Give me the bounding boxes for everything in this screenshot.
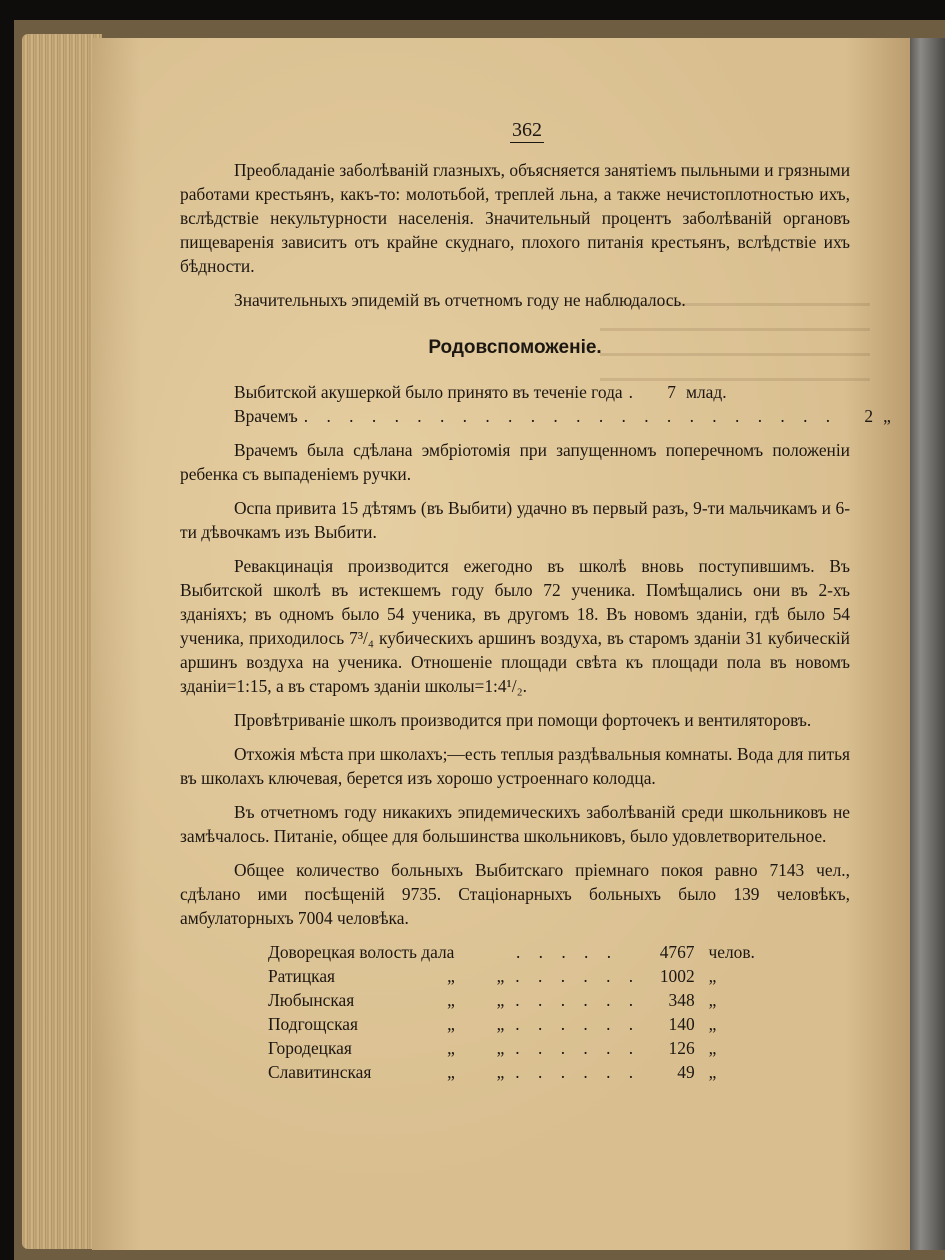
table-row bbox=[268, 940, 768, 964]
ditto-mark: „ bbox=[496, 1062, 505, 1082]
ditto-mark: „ bbox=[447, 1062, 455, 1082]
volost-name: Ратицкая bbox=[268, 966, 336, 986]
paragraph: Преобладаніе заболѣваній глазныхъ, объясняется занятіемъ пыльными и грязными работами крестьянъ, какъ-то: молотьбой, треплей льна, а также нечистоплотностью ихъ, вслѣдствіе некультурности населенія. Значительный процентъ заболѣваній органовъ пищеваренія зависитъ отъ крайне скуднаго, плохого питанія крестьянъ, вслѣдствіе ихъ бѣдности. bbox=[180, 160, 850, 276]
volost-name: Любынская bbox=[268, 990, 355, 1010]
births-row bbox=[234, 404, 891, 428]
volost-unit: „ bbox=[708, 1038, 717, 1058]
leader-dots: . . . . . . bbox=[515, 1062, 641, 1082]
volost-name: Славитинская bbox=[268, 1062, 372, 1082]
leader-dots: . . . . . . bbox=[515, 990, 641, 1010]
ditto-mark: „ bbox=[447, 1014, 455, 1034]
paragraph: Оспа привита 15 дѣтямъ (въ Выбити) удачно въ первый разъ, 9-ти мальчикамъ и 6-ти дѣвочкамъ изъ Выбити. bbox=[180, 498, 850, 542]
leader-dots: . bbox=[628, 382, 640, 402]
ditto-mark: „ bbox=[496, 966, 505, 986]
volost-unit: „ bbox=[708, 1062, 717, 1082]
volost-table bbox=[180, 940, 768, 1084]
ditto-mark: „ bbox=[447, 990, 455, 1010]
paragraph: Общее количество больныхъ Выбитскаго пріемнаго покоя равно 7143 чел., сдѣлано ими посѣщеній 9735. Стаціонарныхъ больныхъ было 139 человѣкъ, амбулаторныхъ 7004 человѣка. bbox=[180, 860, 850, 928]
table-row bbox=[268, 964, 768, 988]
volost-value: 348 bbox=[668, 990, 695, 1010]
births-label: Врачемъ bbox=[234, 406, 298, 426]
page-number: 362 bbox=[512, 119, 542, 141]
volost-unit: „ bbox=[708, 966, 717, 986]
paragraph: Провѣтриваніе школъ производится при помощи форточекъ и вентиляторовъ. bbox=[234, 710, 812, 730]
paragraph: Въ отчетномъ году никакихъ эпидемическихъ заболѣваній среди школьниковъ не замѣчалось. Питаніе, общее для большинства школьниковъ, было удовлетворительное. bbox=[180, 802, 850, 846]
ditto-mark: „ bbox=[496, 990, 505, 1010]
births-value: 7 bbox=[667, 382, 676, 402]
volost-name: Городецкая bbox=[268, 1038, 352, 1058]
volost-name: Подгощская bbox=[268, 1014, 359, 1034]
table-row bbox=[268, 1012, 768, 1036]
table-row bbox=[268, 1036, 768, 1060]
ditto-mark: „ bbox=[496, 1014, 505, 1034]
ditto-mark: „ bbox=[496, 1038, 505, 1058]
book-spine-edge bbox=[910, 38, 945, 1250]
volost-value: 4767 bbox=[659, 942, 695, 962]
births-label: Выбитской акушеркой было принято въ теченіе года bbox=[234, 382, 623, 402]
table-row bbox=[268, 1060, 768, 1084]
volost-value: 126 bbox=[668, 1038, 695, 1058]
paragraph: Отхожія мѣста при школахъ;—есть теплыя раздѣвальныя комнаты. Вода для питья въ школахъ ключевая, берется изъ хорошо устроеннаго колодца. bbox=[180, 744, 850, 788]
leader-dots: . . . . . . bbox=[515, 1014, 641, 1034]
volost-unit: „ bbox=[708, 990, 717, 1010]
leader-dots: . . . . . . bbox=[515, 966, 641, 986]
page-edges bbox=[22, 34, 102, 1249]
volost-unit: челов. bbox=[708, 942, 755, 962]
births-row bbox=[234, 380, 850, 404]
page-text bbox=[180, 158, 891, 1084]
paragraph: Ревакцинація производится ежегодно въ школѣ вновь поступившимъ. Въ Выбитской школѣ въ истекшемъ году было 72 ученика. Помѣщались они въ 2-хъ зданіяхъ; въ одномъ было 54 ученика, въ другомъ 18. Въ новомъ зданіи, гдѣ было 54 ученика, приходилось 7³/₄ кубическихъ аршинъ воздуха, въ старомъ зданіи 31 кубическій аршинъ воздуха на ученика. Отношеніе площади свѣта къ площади пола въ новомъ зданіи=1:15, а въ старомъ зданіи школы=1:4¹/₂. bbox=[180, 556, 850, 696]
paragraph: Врачемъ была сдѣлана эмбріотомія при запущенномъ поперечномъ положеніи ребенка съ выпаденіемъ ручки. bbox=[180, 440, 850, 484]
leader-dots: . . . . . bbox=[515, 942, 619, 962]
births-unit: „ bbox=[883, 406, 891, 426]
births-value: 2 bbox=[864, 406, 874, 426]
volost-value: 49 bbox=[677, 1062, 695, 1082]
ditto-mark: „ bbox=[447, 966, 455, 986]
leader-dots: . . . . . . . . . . . . . . . . . . . . . . . . bbox=[303, 406, 838, 426]
volost-value: 140 bbox=[668, 1014, 695, 1034]
book-page bbox=[92, 38, 910, 1250]
volost-value: 1002 bbox=[659, 966, 695, 986]
volost-name: Доворецкая волость дала bbox=[268, 942, 455, 962]
births-list bbox=[180, 380, 891, 428]
ditto-mark: „ bbox=[447, 1038, 455, 1058]
volost-unit: „ bbox=[708, 1014, 717, 1034]
table-row bbox=[268, 988, 768, 1012]
births-unit: млад. bbox=[686, 382, 727, 402]
paragraph: Значительныхъ эпидемій въ отчетномъ году не наблюдалось. bbox=[234, 290, 686, 310]
leader-dots: . . . . . . bbox=[515, 1038, 641, 1058]
section-heading: Родовспоможеніе. bbox=[428, 337, 602, 358]
